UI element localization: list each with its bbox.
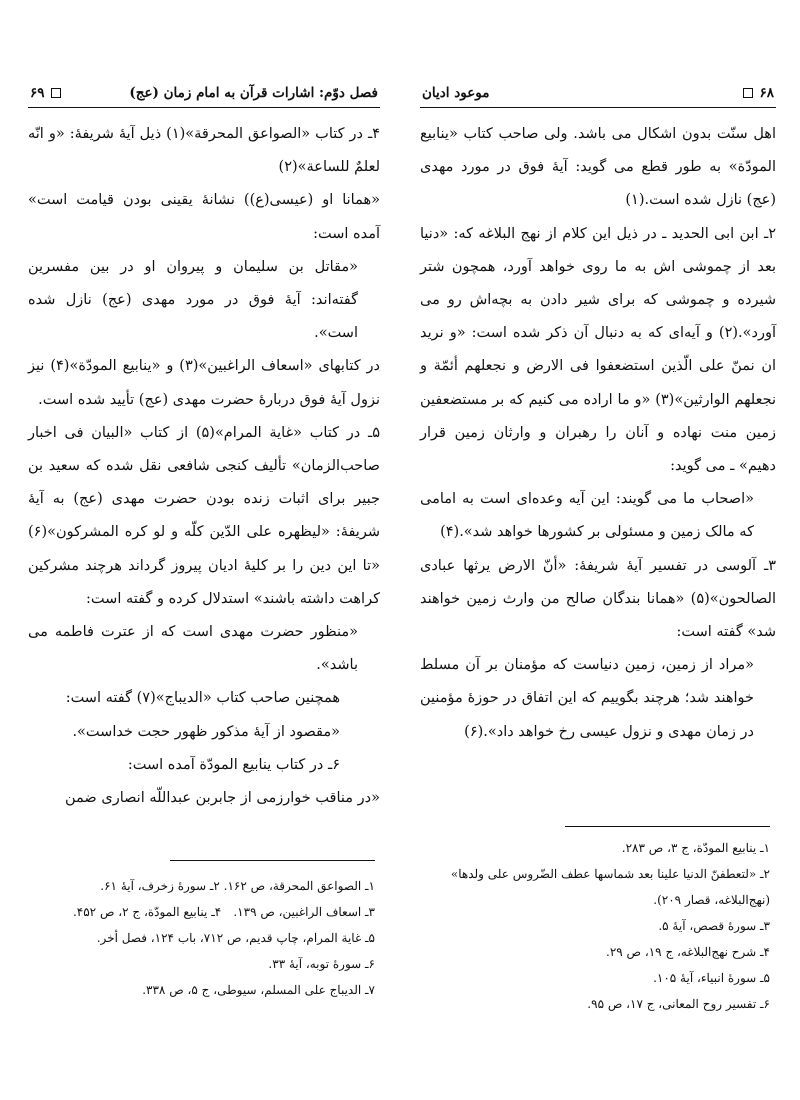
- footnote-row: [30, 899, 375, 925]
- paragraph: ۳ـ آلوسی در تفسیر آیهٔ شریفهٔ: «أنّ الارض یرثها عبادی الصالحون»(۵) «همانا بندگان صالح من وارث زمین خواهند شد» گفته است:: [420, 557, 776, 641]
- footnote: ۱ـ الصواعق المحرقة، ص ۱۶۲.: [223, 879, 375, 893]
- right-footnotes: [420, 826, 770, 1017]
- quote-paragraph: «منظور حضرت مهدی است که از عترت فاطمه می باشد».: [28, 624, 358, 674]
- footnote: ۶ـ سورهٔ توبه، آیهٔ ۳۳.: [268, 957, 375, 971]
- footnote: ۲ـ «لتعطفنّ الدنیا علینا بعد شماسها عطف الضّروس علی ولدها» (نهج‌البلاغه، قصار ۲۰۹).: [450, 867, 770, 907]
- paragraph: ۶ـ در کتاب ینابیع المودّة آمده است:: [127, 756, 340, 773]
- left-page-body: [28, 118, 380, 815]
- footnote: ۴ـ ینابیع المودّة، ج ۲، ص ۴۵۲.: [72, 905, 222, 919]
- right-page-number-group: [743, 85, 774, 101]
- footnote: ۶ـ تفسیر روح المعانی، ج ۱۷، ص ۹۵.: [587, 997, 770, 1011]
- quote-paragraph: «اصحاب ما می گویند: این آیه وعده‌ای است به امامی که مالک زمین و مسئولی بر کشورها خواهد شد».(۴): [420, 491, 754, 541]
- left-header-title: فصل دوّم: اشارات قرآن به امام زمان (عج): [129, 85, 378, 101]
- paragraph: ۵ـ در کتاب «غایة المرام»(۵) از کتاب «البیان فی اخبار صاحب‌الزمان» تألیف کنجی شافعی نقل شده که سعید بن جبیر برای اثبات زنده بودن حضرت مهدی (عج) به آیهٔ شریفهٔ: «لیظهره علی الدّین کلّه و لو کره المشرکون»(۶) «تا این دین را بر کلیهٔ ادیان پیروز گرداند هرچند مشرکین کراهت داشته باشند» استدلال کرده و گفته است:: [28, 424, 380, 607]
- footnote: ۵ـ غایة المرام، چاپ قدیم، ص ۷۱۲، باب ۱۲۴، فصل أخر.: [96, 931, 375, 945]
- quote-paragraph: «مقاتل بن سلیمان و پیروان او در بین مفسرین گفته‌اند: آیهٔ فوق در مورد مهدی (عج) نازل شده است».: [28, 258, 358, 342]
- footnote: ۲ـ سورهٔ زخرف، آیهٔ ۶۱.: [100, 879, 220, 893]
- paragraph: اهل سنّت بدون اشکال می باشد. ولی صاحب کتاب «ینابیع المودّة» به طور قطع می گوید: آیهٔ فوق در مورد مهدی (عج) نازل شده است.(۱): [420, 126, 776, 209]
- footnote: ۳ـ سورهٔ قصص، آیهٔ ۵.: [658, 919, 770, 933]
- paragraph: در کتابهای «اسعاف الراغبین»(۳) و «ینابیع المودّة»(۴) نیز نزول آیهٔ فوق دربارهٔ حضرت مهدی (عج) تأیید شده است.: [28, 358, 381, 408]
- quote-paragraph: «مقصود از آیهٔ مذکور ظهور حجت خداست».: [72, 723, 340, 740]
- page-square-icon: [743, 88, 753, 98]
- right-header-title: موعود ادیان: [422, 85, 490, 101]
- paragraph: «در مناقب خوارزمی از جابربن عبداللّه انصاری ضمن: [65, 790, 380, 807]
- left-footnotes: [30, 860, 375, 1003]
- footnote: ۱ـ ینابیع المودّة، ج ۳، ص ۲۸۳.: [621, 841, 770, 855]
- footnote: ۷ـ الدیباج علی المسلم، سیوطی، ج ۵، ص ۳۳۸.: [142, 983, 375, 997]
- footnote: ۴ـ شرح نهج‌البلاغه، ج ۱۹، ص ۲۹.: [606, 945, 770, 959]
- right-page-header: [420, 85, 776, 108]
- left-page-number-group: [30, 85, 61, 101]
- paragraph: ۴ـ در کتاب «الصواعق المحرقة»(۱) ذیل آیهٔ شریفهٔ: «و انّه لعلمٌ للساعة»(۲): [28, 126, 380, 176]
- left-page-header: [28, 85, 380, 108]
- footnote-divider: [170, 860, 375, 861]
- footnote-divider: [565, 826, 770, 827]
- footnote: ۵ـ سورهٔ انبیاء، آیهٔ ۱۰۵.: [653, 971, 770, 985]
- footnote: ۳ـ اسعاف الراغبین، ص ۱۳۹.: [233, 905, 375, 919]
- paragraph: ۲ـ ابن ابی الحدید ـ در ذیل این کلام از نهج البلاغه که: «دنیا بعد از چموشی اش به ما روی خواهد آورد، همچون شتر شیرده و چموشی که برای شیر دادن به بچه‌اش رو می آورد».(۲) و آیه‌ای که به دنبال آن ذکر شده است: «و نرید ان نمنّ علی الّذین استضعفوا فی الارض و نجعلهم أئمّة و نجعلهم الوارثین»(۳) «و ما اراده می کنیم که بر مستضعفین زمین منت نهاده و آنان را رهبران و وارثان زمین قرار دهیم» ـ می گوید:: [420, 225, 776, 475]
- right-page-number: ۶۸: [759, 85, 774, 101]
- left-page: [28, 85, 380, 815]
- paragraph: همچنین صاحب کتاب «الدیباج»(۷) گفته است:: [65, 690, 340, 707]
- paragraph: «همانا او (عیسی(ع)) نشانهٔ یقینی بودن قیامت است» آمده است:: [28, 192, 380, 242]
- quote-paragraph: «مراد از زمین، زمین دنیاست که مؤمنان بر آن مسلط خواهند شد؛ هرچند بگوییم که این اتفاق در حوزهٔ مؤمنین در زمان مهدی و نزول عیسی رخ خواهد داد».(۶): [420, 657, 754, 740]
- footnote-row: [30, 873, 375, 899]
- left-page-number: ۶۹: [30, 85, 45, 101]
- right-page: [420, 85, 776, 749]
- page-square-icon: [51, 88, 61, 98]
- right-page-body: [420, 118, 776, 749]
